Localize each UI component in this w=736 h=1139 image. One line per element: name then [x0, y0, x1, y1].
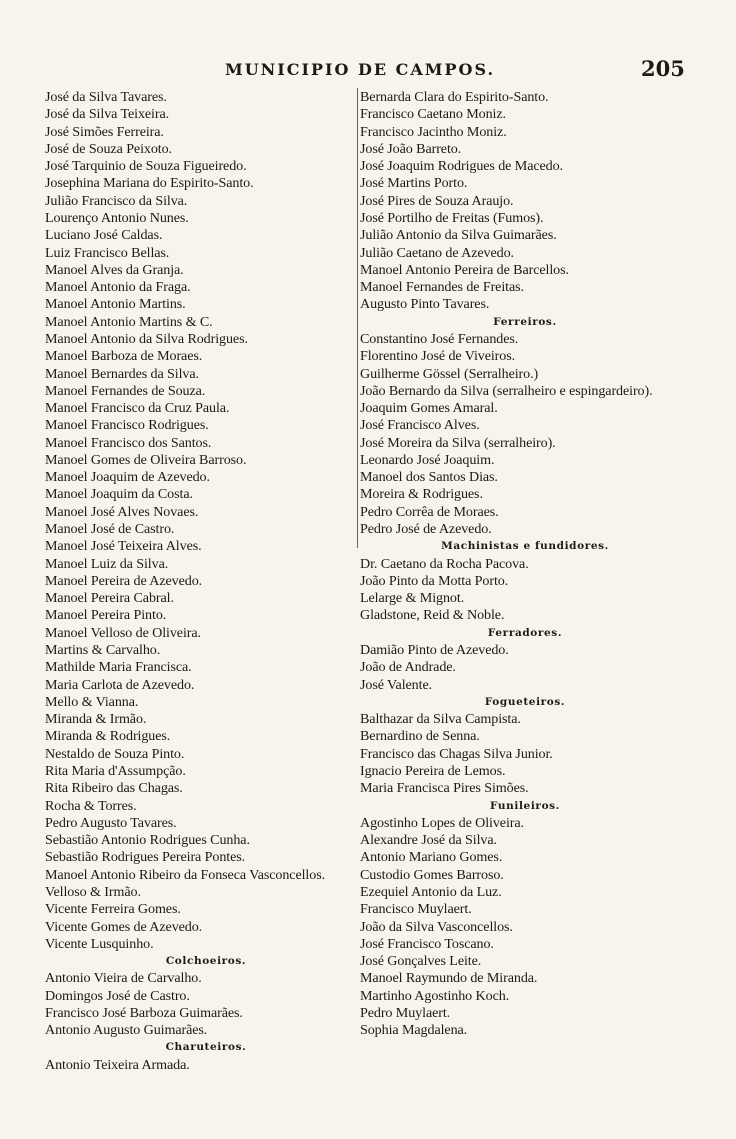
directory-entry: Sophia Magdalena.: [360, 1022, 468, 1039]
directory-entry: Manoel Gomes de Oliveira Barroso.: [45, 451, 247, 468]
directory-entry: José da Silva Tavares.: [45, 89, 167, 105]
section-heading-charuteiros: Charuteiros.: [165, 1041, 247, 1054]
directory-entry: Sebastião Antonio Rodrigues Cunha.: [45, 832, 250, 849]
directory-entry: José Gonçalves Leite.: [360, 953, 482, 970]
directory-entry: Ignacio Pereira de Lemos.: [360, 762, 506, 779]
directory-entry: José Martins Porto.: [360, 175, 468, 192]
directory-entry: Pedro Corrêa de Moraes.: [360, 503, 499, 520]
right-column: [360, 89, 690, 1039]
directory-entry: Manoel Alves da Granja.: [45, 261, 184, 278]
directory-entry: Francisco Muylaert.: [360, 901, 472, 918]
directory-entry: Manoel Joaquim da Costa.: [45, 486, 193, 503]
directory-entry: Manoel José de Castro.: [45, 521, 175, 538]
directory-entry: Manoel Joaquim de Azevedo.: [45, 469, 210, 486]
directory-entry: Antonio Augusto Guimarães.: [45, 1022, 208, 1039]
directory-entry: Lelarge & Mignot.: [360, 590, 465, 607]
entry-list: [360, 89, 690, 314]
directory-entry: Luciano José Caldas.: [45, 227, 163, 244]
directory-entry: Miranda & Rodrigues.: [45, 728, 171, 745]
directory-entry: Domingos José de Castro.: [45, 987, 190, 1004]
directory-entry: Julião Caetano de Azevedo.: [360, 244, 514, 261]
entry-list-colchoeiros: [45, 970, 367, 1039]
directory-entry: Manoel Pereira de Azevedo.: [45, 572, 203, 589]
directory-entry: Josephina Mariana do Espirito-Santo.: [45, 175, 254, 192]
directory-entry: Francisco das Chagas Silva Junior.: [360, 745, 553, 762]
directory-entry: Gladstone, Reid & Noble.: [360, 607, 505, 624]
directory-entry: Moreira & Rodrigues.: [360, 486, 483, 503]
directory-entry: José Valente.: [360, 676, 433, 693]
directory-entry: Antonio Mariano Gomes.: [360, 849, 503, 866]
left-column: [45, 89, 367, 1074]
directory-entry: Pedro José de Azevedo.: [360, 521, 492, 538]
directory-entry: Leonardo José Joaquim.: [360, 451, 495, 468]
section-heading-colchoeiros: Colchoeiros.: [165, 955, 247, 968]
page-header: [0, 56, 736, 84]
directory-entry: Antonio Vieira de Carvalho.: [45, 970, 202, 987]
directory-entry: Mathilde Maria Francisca.: [45, 659, 192, 676]
directory-entry: Manoel Antonio Martins.: [45, 296, 186, 313]
directory-entry: Guilherme Gössel (Serralheiro.): [360, 365, 539, 382]
directory-entry: José Moreira da Silva (serralheiro).: [360, 434, 556, 451]
directory-entry: Antonio Teixeira Armada.: [45, 1056, 190, 1073]
entry-list-charuteiros: [45, 1057, 367, 1074]
directory-entry: José Francisco Toscano.: [360, 935, 494, 952]
directory-entry: Manoel Antonio Ribeiro da Fonseca Vasconcellos.: [45, 866, 325, 883]
directory-entry: Bernardino de Senna.: [360, 728, 480, 745]
directory-entry: Sebastião Rodrigues Pereira Pontes.: [45, 849, 246, 866]
directory-entry: Pedro Muylaert.: [360, 1004, 451, 1021]
directory-entry: Vicente Lusquinho.: [45, 935, 154, 952]
directory-entry: Vicente Ferreira Gomes.: [45, 901, 181, 918]
directory-entry: Manoel Luiz da Silva.: [45, 555, 169, 572]
directory-entry: Manoel Antonio da Silva Rodrigues.: [45, 330, 248, 347]
directory-entry: Manoel Pereira Cabral.: [45, 590, 174, 607]
section-heading-machinistas: Machinistas e fundidores.: [441, 540, 609, 553]
entry-list-ferradores: [360, 642, 690, 694]
directory-entry: Maria Francisca Pires Simões.: [360, 780, 529, 797]
directory-entry: Velloso & Irmão.: [45, 883, 141, 900]
entry-list-ferreiros: [360, 331, 690, 538]
directory-entry: Agostinho Lopes de Oliveira.: [360, 814, 524, 831]
directory-entry: Ezequiel Antonio da Luz.: [360, 883, 502, 900]
directory-entry: José de Souza Peixoto.: [45, 140, 172, 157]
directory-entry: Constantino José Fernandes.: [360, 330, 519, 347]
directory-entry: Manoel Pereira Pinto.: [45, 607, 167, 624]
directory-entry: Julião Antonio da Silva Guimarães.: [360, 227, 557, 244]
directory-entry: José Francisco Alves.: [360, 417, 480, 434]
directory-entry: José Tarquinio de Souza Figueiredo.: [45, 158, 247, 175]
entry-list: [45, 89, 367, 953]
directory-entry: Vicente Gomes de Azevedo.: [45, 918, 203, 935]
directory-entry: João de Andrade.: [360, 659, 456, 676]
directory-entry: Nestaldo de Souza Pinto.: [45, 745, 185, 762]
directory-entry: Francisco Caetano Moniz.: [360, 106, 506, 123]
section-heading-fogueteiros: Fogueteiros.: [484, 695, 566, 708]
directory-entry: Manoel Antonio Pereira de Barcellos.: [360, 261, 569, 278]
directory-entry: Miranda & Irmão.: [45, 711, 147, 728]
directory-entry: João Pinto da Motta Porto.: [360, 572, 509, 589]
directory-entry: Custodio Gomes Barroso.: [360, 866, 504, 883]
directory-entry: Julião Francisco da Silva.: [45, 192, 188, 209]
directory-entry: Mello & Vianna.: [45, 693, 139, 710]
directory-entry: Manoel Antonio da Fraga.: [45, 279, 191, 296]
directory-entry: Alexandre José da Silva.: [360, 832, 497, 849]
directory-entry: José Joaquim Rodrigues de Macedo.: [360, 158, 563, 175]
directory-entry: José Pires de Souza Araujo.: [360, 192, 514, 209]
directory-entry: Joaquim Gomes Amaral.: [360, 400, 498, 417]
directory-entry: Manoel Francisco Rodrigues.: [45, 417, 209, 434]
directory-entry: Manoel José Alves Novaes.: [45, 503, 199, 520]
page-number: 205: [641, 56, 685, 81]
entry-list-fogueteiros: [360, 711, 690, 797]
section-heading-ferradores: Ferradores.: [487, 626, 563, 639]
directory-entry: Manoel Velloso de Oliveira.: [45, 624, 201, 641]
entry-list-machinistas: [360, 556, 690, 625]
directory-entry: Balthazar da Silva Campista.: [360, 711, 521, 728]
directory-entry: José João Barreto.: [360, 140, 462, 157]
directory-entry: Manoel Barboza de Moraes.: [45, 348, 203, 365]
directory-entry: Francisco José Barboza Guimarães.: [45, 1004, 243, 1021]
section-heading-funileiros: Funileiros.: [490, 799, 560, 812]
directory-entry: Lourenço Antonio Nunes.: [45, 209, 189, 226]
directory-entry: Maria Carlota de Azevedo.: [45, 676, 195, 693]
directory-entry: Rocha & Torres.: [45, 797, 137, 814]
directory-entry: Manoel dos Santos Dias.: [360, 469, 498, 486]
entry-list-funileiros: [360, 815, 690, 1040]
directory-entry: Bernarda Clara do Espirito-Santo.: [360, 89, 549, 105]
directory-entry: Manoel José Teixeira Alves.: [45, 538, 202, 555]
page-title: MUNICIPIO DE CAMPOS.: [225, 60, 496, 79]
directory-entry: Rita Maria d'Assumpção.: [45, 762, 186, 779]
directory-entry: Florentino José de Viveiros.: [360, 348, 516, 365]
directory-entry: Manoel Fernandes de Freitas.: [360, 279, 524, 296]
directory-entry: José Simões Ferreira.: [45, 123, 164, 140]
directory-entry: Manoel Bernardes da Silva.: [45, 365, 199, 382]
directory-entry: José Portilho de Freitas (Fumos).: [360, 209, 544, 226]
directory-entry: Luiz Francisco Bellas.: [45, 244, 170, 261]
directory-entry: Martins & Carvalho.: [45, 642, 161, 658]
directory-entry: Rita Ribeiro das Chagas.: [45, 780, 183, 797]
directory-entry: Augusto Pinto Tavares.: [360, 296, 490, 313]
directory-entry: Damião Pinto de Azevedo.: [360, 642, 509, 658]
directory-entry: João da Silva Vasconcellos.: [360, 918, 513, 935]
directory-entry: Pedro Augusto Tavares.: [45, 814, 177, 831]
directory-entry: Manoel Fernandes de Souza.: [45, 382, 206, 399]
directory-entry: Manoel Raymundo de Miranda.: [360, 970, 538, 987]
directory-entry: Martinho Agostinho Koch.: [360, 987, 510, 1004]
directory-entry: Manoel Francisco dos Santos.: [45, 434, 212, 451]
directory-entry: José da Silva Teixeira.: [45, 106, 170, 123]
directory-entry: Manoel Antonio Martins & C.: [45, 313, 213, 330]
directory-entry: Francisco Jacintho Moniz.: [360, 123, 507, 140]
directory-entry: João Bernardo da Silva (serralheiro e espingardeiro).: [360, 382, 653, 399]
directory-entry: Dr. Caetano da Rocha Pacova.: [360, 555, 529, 572]
directory-entry: Manoel Francisco da Cruz Paula.: [45, 400, 230, 417]
section-heading-ferreiros: Ferreiros.: [493, 315, 557, 328]
